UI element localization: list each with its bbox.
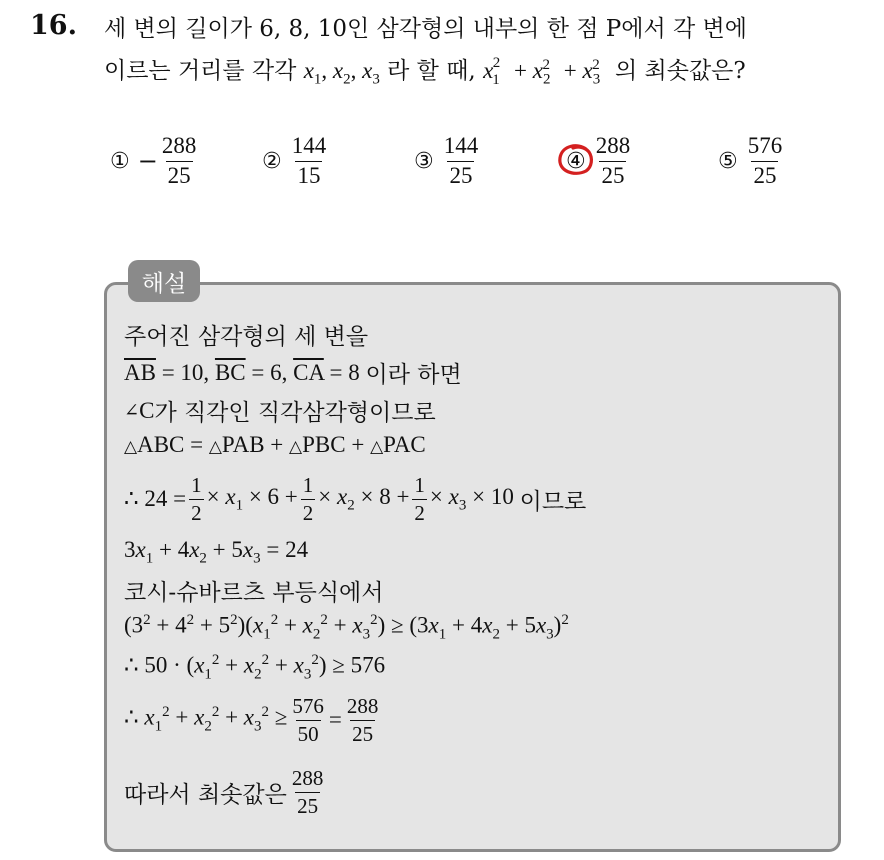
solution-text: 따라서 최솟값은 [124, 781, 287, 808]
choice-1[interactable] [110, 128, 198, 194]
question-text-part: 이르는 거리를 각각 [104, 58, 297, 84]
answer-circle-mark [556, 143, 596, 179]
question-text-line2: 이르는 거리를 각각 $x_1$, $x_2$, $x_3$ 라 할 때, $x_1^2 + x_2^2 + x_3^2$ 의 최솟값은? [104, 55, 746, 88]
question-text-part: 라 할 때, [387, 58, 476, 84]
denominator: 15 [297, 162, 321, 188]
choice-fraction [594, 134, 633, 187]
question-text-line1: 세 변의 길이가 6, 8, 10인 삼각형의 내부의 한 점 P에서 각 변에 [104, 16, 747, 42]
question-number: 16. [30, 10, 77, 41]
solution-line-11: 따라서 최솟값은 $\frac{288}{25}$ [124, 766, 324, 818]
choice-2[interactable] [262, 128, 328, 194]
solution-line-8: $(3^2 + 4^2 + 5^2)(x_1^2 + x_2^2 + x_3^2) \ge (3x_1 + 4x_2 + 5x_3)^2$ [124, 612, 569, 643]
numerator: 144 [291, 133, 327, 159]
choice-sign: − [137, 147, 158, 175]
solution-line-4: △ABC = △PAB + △PBC + △PAC [124, 432, 426, 457]
choice-fraction [290, 134, 329, 187]
solution-label: 해설 [128, 260, 200, 302]
question-text-part: 의 최솟값은? [615, 58, 746, 84]
solution-text: 가 직각인 직각삼각형이므로 [154, 400, 436, 426]
solution-line-3: ∠ C 가 직각인 직각삼각형이므로 [124, 394, 436, 427]
solution-line-6: $3x_1 + 4x_2 + 5x_3 = 24$ [124, 537, 309, 567]
choice-5[interactable] [718, 128, 784, 194]
numerator: 576 [747, 133, 783, 159]
solution-text: 이므로 [519, 488, 587, 515]
solution-line-2: $\overline{AB} = 10$, $\overline{BC} = 6$, $\overline{CA} = 8$ 이라 하면 [124, 356, 462, 389]
numerator: 144 [443, 133, 479, 159]
choice-fraction [746, 134, 785, 187]
numerator: 288 [161, 133, 197, 159]
solution-text: 이라 하면 [365, 362, 462, 388]
solution-line-9: ∴ $50 \cdot (x_1^2 + x_2^2 + x_3^2) \ge 576$ [124, 652, 386, 683]
denominator: 25 [601, 162, 625, 188]
solution-line-1: 주어진 삼각형의 세 변을 [124, 324, 369, 350]
denominator: 25 [167, 162, 191, 188]
choice-marker: ① [110, 148, 130, 174]
solution-line-5: ∴ 24 = $\frac{1}{2}$ × $x_1 \times 6$ + $\frac{1}{2}$ × $x_2 \times 8$ + $\frac{1}{2}$ × $x_3 \times 10$ 이므로 [124, 473, 587, 525]
choice-marker: ⑤ [718, 148, 738, 174]
numerator: 288 [595, 133, 631, 159]
choice-fraction [160, 134, 199, 187]
choice-marker: ④ [566, 148, 586, 174]
choice-marker: ② [262, 148, 282, 174]
denominator: 25 [753, 162, 777, 188]
solution-line-10: ∴ $x_1^2 + x_2^2 + x_3^2$ ≥ $\frac{576}{50}$ = $\frac{288}{25}$ [124, 694, 379, 746]
choice-3[interactable] [414, 128, 480, 194]
choice-fraction [442, 134, 481, 187]
choice-marker: ③ [414, 148, 434, 174]
denominator: 25 [449, 162, 473, 188]
solution-line-7: 코시-슈바르츠 부등식에서 [124, 580, 384, 606]
